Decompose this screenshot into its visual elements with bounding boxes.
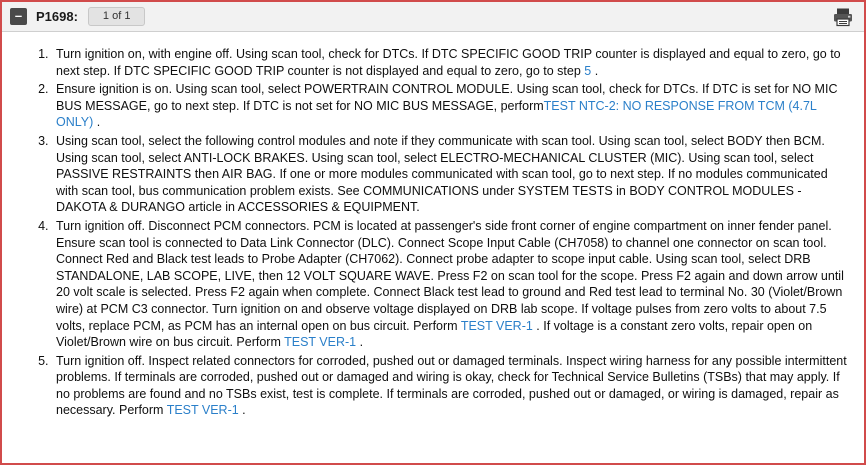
collapse-button[interactable] (10, 8, 27, 25)
procedure-step (52, 218, 848, 351)
cross-reference-link[interactable]: TEST VER-1 (460, 318, 533, 333)
cross-reference-link[interactable]: TEST VER-1 (166, 403, 239, 418)
cross-reference-link[interactable]: TEST NTC-2: NO RESPONSE FROM TCM (4.7L ONLY) (56, 98, 817, 130)
procedure-step (52, 353, 848, 419)
step-text: Turn ignition off. Inspect related connectors for corroded, pushed out or damaged terminals. Inspect wiring harness for any possible intermittent problems. If terminals are corroded, pushed out or damaged and wiring is okay, check for Technical Service Bulletins (TSBs) that may apply. If no problems are found and no TSBs exist, test is complete. If terminals are corroded, pushed out or damaged, or wiring is damaged, repair as necessary. Perform (56, 353, 847, 418)
step-text: Ensure ignition is on. Using scan tool, select POWERTRAIN CONTROL MODULE. Using scan tool, check for DTCs. If DTC is set for NO MIC BUS MESSAGE, go to next step. If DTC is not set for NO MIC BUS MESSAGE, perform (56, 82, 838, 113)
procedure-step (52, 46, 848, 79)
procedure-step (52, 81, 848, 131)
step-text: . (356, 335, 364, 350)
document-id-label: P1698: (36, 9, 78, 24)
page-indicator: 1 of 1 (88, 7, 146, 26)
step-text: . If voltage is a constant zero volts, repair open on Violet/Brown wire on bus circuit. Perform (56, 318, 813, 350)
step-text: Turn ignition on, with engine off. Using scan tool, check for DTCs. If DTC SPECIFIC GOOD TRIP counter is displayed and equal to zero, go to next step. If DTC SPECIFIC GOOD TRIP counter is not displayed and equal to zero, go to step (56, 47, 841, 78)
step-text: Turn ignition off. Disconnect PCM connectors. PCM is located at passenger's side front corner of engine compartment on inner fender panel. Ensure scan tool is connected to Data Link Connector (DLC). Connect Scope Input Cable (CH7058) to channel one connector on scan tool. Connect Red and Black test leads to Probe Adapter (CH7062). Connect probe adapter to scope input cable. Using scan tool, select DRB STANDALONE, LAB SCOPE, LIVE, then 12 VOLT SQUARE WAVE. Press F2 on scan tool for the scope. Press F2 again and down arrow until 20 volt scale is selected. Press F2 again when complete. Connect Black test lead to ground and Red test lead to terminal No. 30 (Violet/Brown wire) at PCM C3 connector. Turn ignition on and observe voltage displayed on DRB lab scope. If voltage pulses from zero volts to about 7.5 volts, replace PCM, as PCM has an internal open on bus circuit. Perform (56, 218, 844, 333)
document-content (2, 32, 864, 465)
step-text: . (591, 63, 599, 78)
procedure-step-list (18, 46, 848, 419)
step-text: . (93, 115, 101, 130)
cross-reference-link[interactable]: TEST VER-1 (284, 335, 357, 350)
cross-reference-link[interactable]: 5 (584, 63, 592, 78)
document-titlebar (2, 2, 864, 32)
printer-icon[interactable] (832, 7, 854, 27)
step-text: . (238, 403, 246, 418)
procedure-step (52, 133, 848, 216)
collapse-icon: – (14, 8, 23, 23)
step-text: Using scan tool, select the following control modules and note if they communicate with scan tool. Using scan tool, select BODY then BCM. Using scan tool, select ANTI-LOCK BRAKES. Using scan tool, select ELECTRO-MECHANICAL CLUSTER (MIC). Using scan tool, select PASSIVE RESTRAINTS then AIR BAG. If one or more modules communicated with scan tool, go to next step. If no modules communicated with scan tool, bus communication problem exists. See COMMUNICATIONS under SYSTEM TESTS in BODY CONTROL MODULES - DAKOTA & DURANGO article in ACCESSORIES & EQUIPMENT. (56, 133, 828, 215)
